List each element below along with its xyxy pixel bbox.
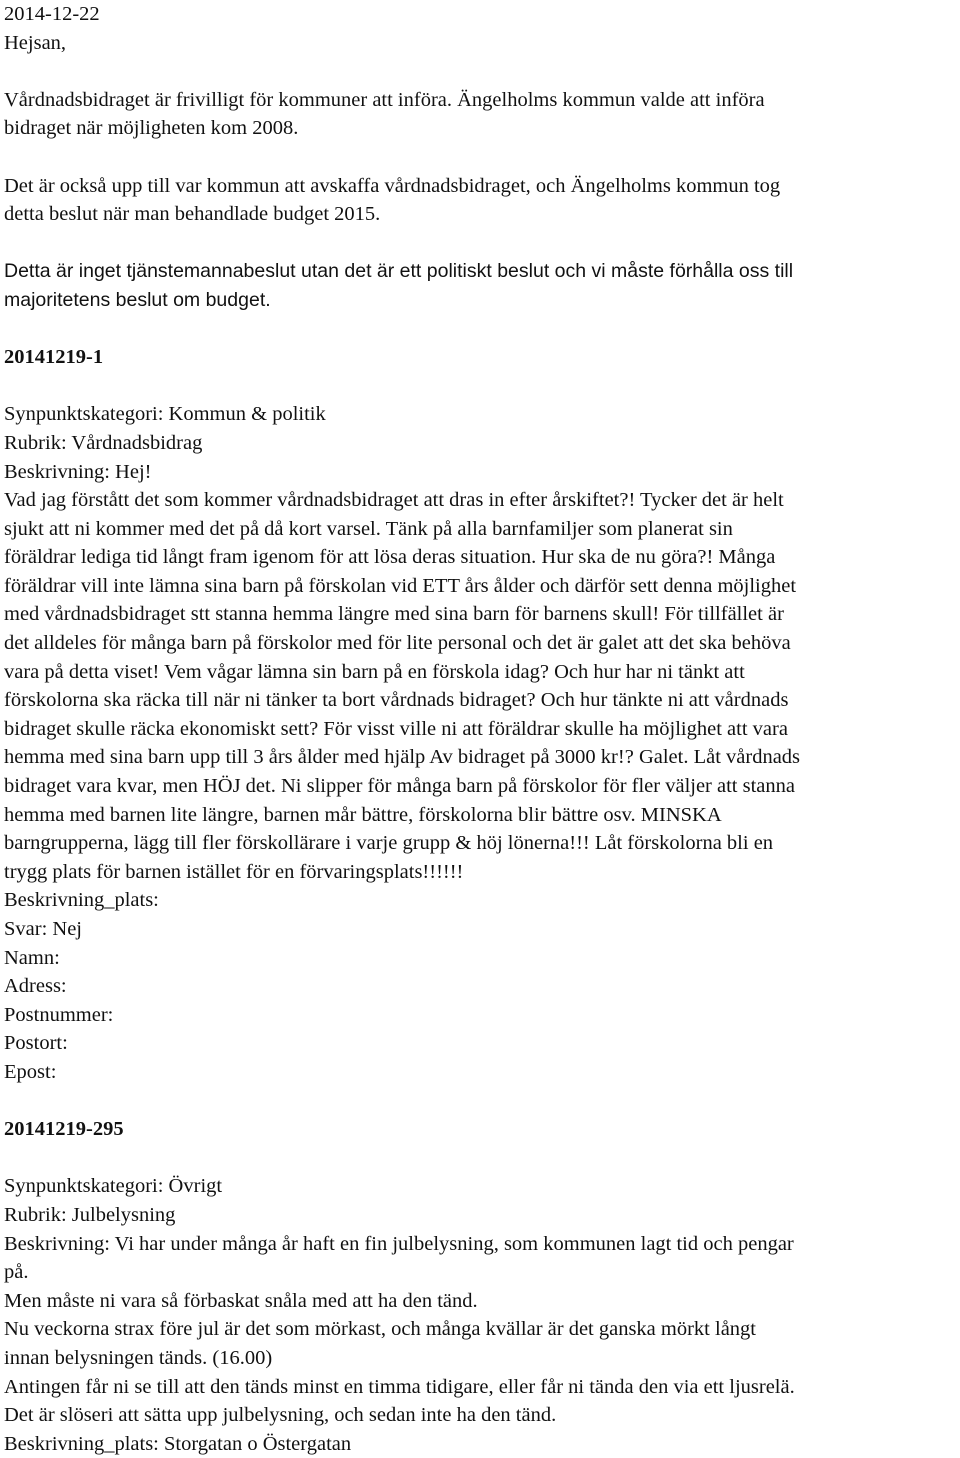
text-line: Vad jag förstått det som kommer vårdnadsbidraget att dras in efter årskiftet?! Tycker det är helt: [4, 489, 784, 512]
text-line: Vårdnadsbidraget är frivilligt för kommuner att införa. Ängelholms kommun valde att införa: [4, 88, 765, 111]
text-line: hemma med barnen lite längre, barnen mår bättre, förskolorna blir bättre osv. MINSKA: [4, 803, 722, 826]
text-line: barngrupperna, lägg till fler förskollärare i varje grupp & höj lönerna!!! Låt förskolorna bli en: [4, 832, 774, 855]
text-line: detta beslut när man behandlade budget 2015.: [4, 203, 381, 226]
text-line: Beskrivning: Vi har under många år haft en fin julbelysning, som kommunen lagt tid och pengar: [4, 1232, 794, 1255]
case-1-id: 20141219-1: [4, 346, 104, 369]
text-line: föräldrar lediga tid långt fram igenom för att lösa deras situation. Hur ska de nu göra?! Många: [4, 546, 776, 569]
text-line: innan belysningen tänds. (16.00): [4, 1346, 273, 1369]
case-1: [4, 343, 954, 1086]
text-line: majoritetens beslut om budget.: [4, 288, 271, 311]
text-line: det alldeles för många barn på förskolor med för lite personal och det är galet att det ska behöva: [4, 632, 791, 655]
document-page: [4, 0, 954, 1458]
case-2-beskrivning-text: [4, 1230, 954, 1430]
intro-paragraph-2: [4, 172, 954, 229]
case-1-postort: Postort:: [4, 1032, 68, 1055]
case-1-adress: Adress:: [4, 975, 67, 998]
case-1-epost: Epost:: [4, 1060, 57, 1083]
text-line: förskolorna ska räcka till när ni tänker ta bort vårdnads bidraget? Och hur tänkte ni att vårdnads: [4, 689, 789, 712]
text-line: trygg plats för barnen istället för en förvaringsplats!!!!!!: [4, 860, 464, 883]
text-line: föräldrar vill inte lämna sina barn på förskolan vid ETT års ålder och därför sett denna möjlighet: [4, 574, 797, 597]
text-line: vara på detta viset! Vem vågar lämna sin barn på en förskola idag? Och hur har ni tänkt att: [4, 660, 745, 683]
case-2-id: 20141219-295: [4, 1118, 124, 1141]
letter-date: 2014-12-22: [4, 3, 100, 25]
text-line: Men måste ni vara så förbaskat snåla med att ha den tänd.: [4, 1289, 478, 1312]
case-1-postnummer: Postnummer:: [4, 1003, 114, 1026]
text-line: Antingen får ni se till att den tänds minst en timma tidigare, eller får ni tända den via ett ljusrelä.: [4, 1375, 795, 1398]
text-line: med vårdnadsbidraget stt stanna hemma längre med sina barn för barnens skull! För tillfället är: [4, 603, 784, 626]
case-1-namn: Namn:: [4, 946, 60, 969]
case-1-beskrivning-label: Beskrivning: Hej!: [4, 460, 152, 483]
case-1-kategori: Synpunktskategori: Kommun & politik: [4, 403, 326, 426]
text-line: sjukt att ni kommer med det på då kort varsel. Tänk på alla barnfamiljer som planerat sin: [4, 517, 733, 540]
case-1-beskrivning-text: [4, 486, 954, 886]
text-line: Nu veckorna strax före jul är det som mörkast, och många kvällar är det ganska mörkt långt: [4, 1318, 756, 1341]
case-2-beskrivning-plats: Beskrivning_plats: Storgatan o Östergatan: [4, 1432, 352, 1455]
text-line: hemma med sina barn upp till 3 års ålder med hjälp Av bidraget på 3000 kr!? Galet. Låt vårdnads: [4, 746, 801, 769]
text-line: Det är också upp till var kommun att avskaffa vårdnadsbidraget, och Ängelholms kommun tog: [4, 174, 781, 197]
intro-paragraph-3: [4, 257, 954, 314]
text-line: bidraget vara kvar, men HÖJ det. Ni slipper för många barn på förskolor för fler väljer att stanna: [4, 775, 795, 798]
text-line: Det är slöseri att sätta upp julbelysning, och sedan inte ha den tänd.: [4, 1404, 557, 1427]
letter-greeting: Hejsan,: [4, 31, 67, 54]
text-line: bidraget skulle räcka ekonomiskt sett? För visst ville ni att föräldrar skulle ha möjlighet att vara: [4, 717, 788, 740]
text-line: bidraget när möjligheten kom 2008.: [4, 117, 299, 140]
letter-header: [4, 0, 954, 57]
case-1-rubrik: Rubrik: Vårdnadsbidrag: [4, 431, 203, 454]
case-1-beskrivning-plats: Beskrivning_plats:: [4, 889, 159, 912]
case-2-rubrik: Rubrik: Julbelysning: [4, 1203, 176, 1226]
text-line: Detta är inget tjänstemannabeslut utan det är ett politiskt beslut och vi måste förhålla oss till: [4, 260, 794, 283]
case-2-kategori: Synpunktskategori: Övrigt: [4, 1175, 223, 1198]
case-2: [4, 1115, 954, 1458]
intro-paragraph-1: [4, 86, 954, 143]
case-1-svar: Svar: Nej: [4, 918, 82, 940]
text-line: på.: [4, 1261, 29, 1284]
